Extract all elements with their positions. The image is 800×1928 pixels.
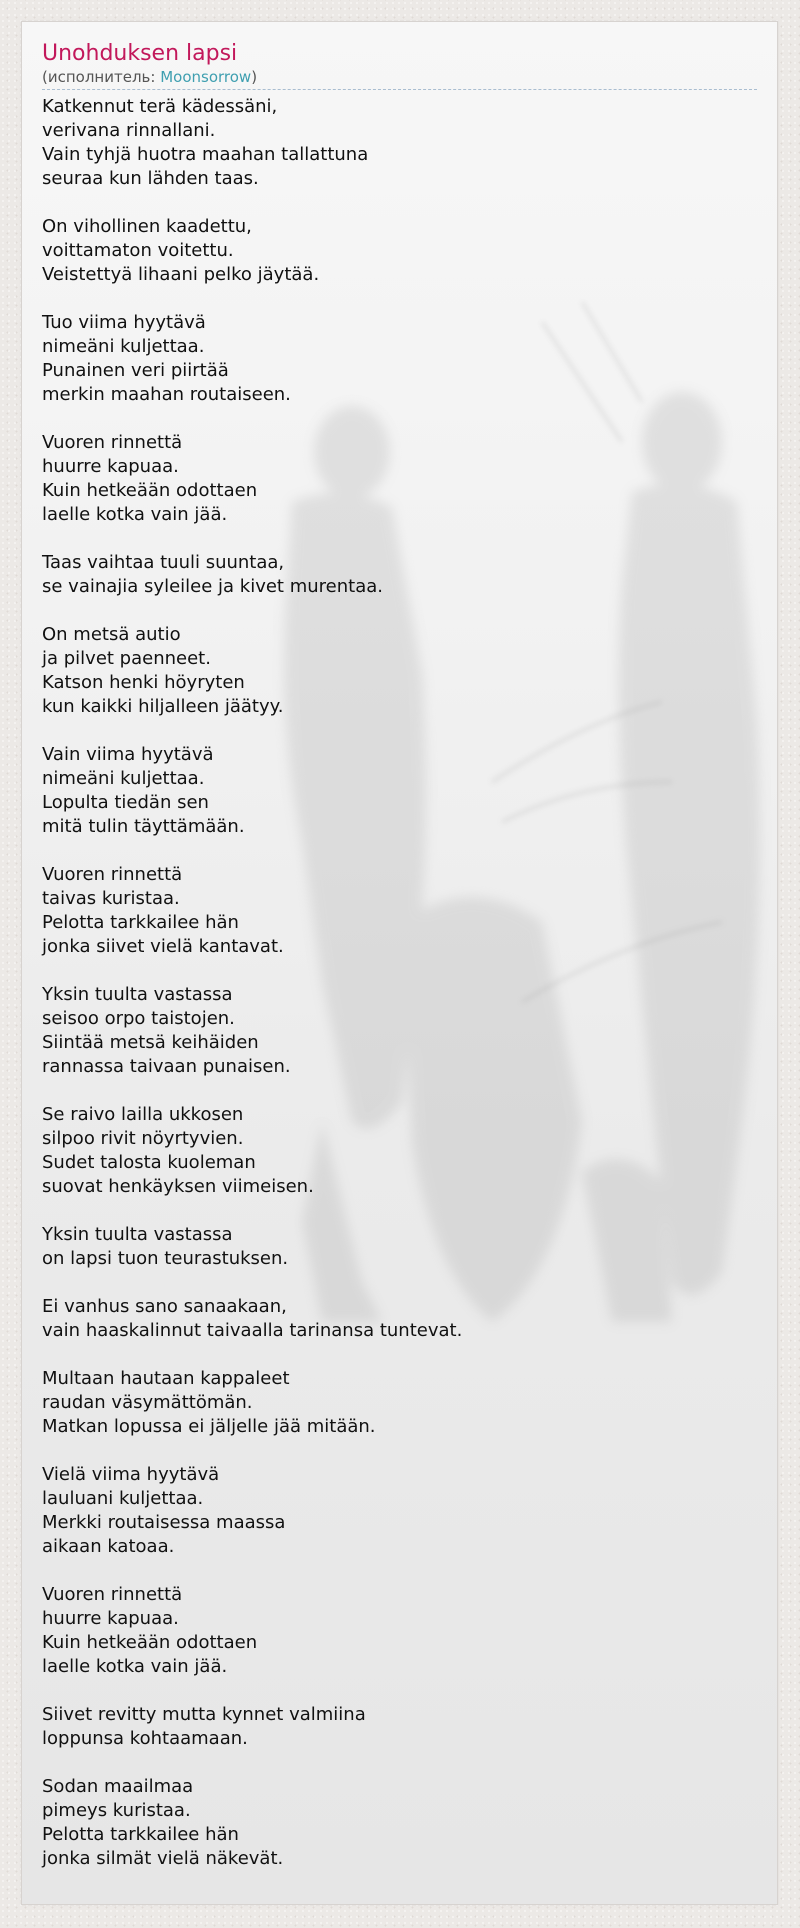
lyric-line: Yksin tuulta vastassa <box>42 984 233 1005</box>
lyric-line: seuraa kun lähden taas. <box>42 168 259 189</box>
lyric-line: silpoo rivit nöyrtyvien. <box>42 1128 244 1149</box>
lyric-line: Siintää metsä keihäiden <box>42 1032 259 1053</box>
lyric-line: Pelotta tarkkailee hän <box>42 912 239 933</box>
lyrics-card <box>21 21 778 1905</box>
content-area <box>42 40 757 1895</box>
lyric-line: Veistettyä lihaani pelko jäytää. <box>42 264 320 285</box>
lyric-line: pimeys kuristaa. <box>42 1800 191 1821</box>
lyric-line: Vuoren rinnettä <box>42 432 183 453</box>
lyric-line: suovat henkäyksen viimeisen. <box>42 1176 314 1197</box>
lyric-line: raudan väsymättömän. <box>42 1392 253 1413</box>
lyric-line: nimeäni kuljettaa. <box>42 336 205 357</box>
lyric-line: Punainen veri piirtää <box>42 360 229 381</box>
lyrics-stanza <box>42 1703 757 1751</box>
lyric-line: nimeäni kuljettaa. <box>42 768 205 789</box>
lyrics-stanza <box>42 1463 757 1559</box>
lyric-line: kun kaikki hiljalleen jäätyy. <box>42 696 284 717</box>
lyric-line: Katson henki höyryten <box>42 672 245 693</box>
lyrics-stanza <box>42 551 757 599</box>
lyric-line: mitä tulin täyttämään. <box>42 816 245 837</box>
lyrics-stanza <box>42 431 757 527</box>
lyric-line: Matkan lopussa ei jäljelle jää mitään. <box>42 1416 376 1437</box>
lyric-line: on lapsi tuon teurastuksen. <box>42 1248 289 1269</box>
lyric-line: On vihollinen kaadettu, <box>42 216 252 237</box>
lyrics-stanza <box>42 1295 757 1343</box>
lyrics-stanza <box>42 1775 757 1871</box>
lyric-line: Ei vanhus sano sanaakaan, <box>42 1296 287 1317</box>
lyric-line: se vainajia syleilee ja kivet murentaa. <box>42 576 383 597</box>
lyric-line: lauluani kuljettaa. <box>42 1488 204 1509</box>
lyric-line: Vuoren rinnettä <box>42 864 183 885</box>
lyrics-stanza <box>42 983 757 1079</box>
lyric-line: Lopulta tiedän sen <box>42 792 209 813</box>
lyric-line: Vielä viima hyytävä <box>42 1464 220 1485</box>
lyrics-body <box>42 95 757 1871</box>
lyric-line: Se raivo lailla ukkosen <box>42 1104 244 1125</box>
lyric-line: seisoo orpo taistojen. <box>42 1008 235 1029</box>
performer-line <box>42 68 757 90</box>
lyrics-stanza <box>42 863 757 959</box>
lyric-line: On metsä autio <box>42 624 181 645</box>
lyric-line: Kuin hetkeään odottaen <box>42 1632 258 1653</box>
lyric-line: Yksin tuulta vastassa <box>42 1224 233 1245</box>
lyric-line: laelle kotka vain jää. <box>42 1656 228 1677</box>
song-title: Unohduksen lapsi <box>42 41 238 66</box>
lyric-line: rannassa taivaan punaisen. <box>42 1056 291 1077</box>
lyrics-stanza <box>42 743 757 839</box>
lyrics-stanza <box>42 623 757 719</box>
lyric-line: ja pilvet paenneet. <box>42 648 211 669</box>
lyric-line: taivas kuristaa. <box>42 888 180 909</box>
lyric-line: huurre kapuaa. <box>42 456 179 477</box>
lyric-line: verivana rinnallani. <box>42 120 216 141</box>
lyric-line: laelle kotka vain jää. <box>42 504 228 525</box>
lyric-line: loppunsa kohtaamaan. <box>42 1728 248 1749</box>
lyric-line: merkin maahan routaiseen. <box>42 384 291 405</box>
lyric-line: Kuin hetkeään odottaen <box>42 480 258 501</box>
lyric-line: aikaan katoaa. <box>42 1536 175 1557</box>
lyric-line: Vuoren rinnettä <box>42 1584 183 1605</box>
performer-prefix: (исполнитель: <box>42 68 161 86</box>
lyric-line: Taas vaihtaa tuuli suuntaa, <box>42 552 285 573</box>
lyric-line: Pelotta tarkkailee hän <box>42 1824 239 1845</box>
lyric-line: Tuo viima hyytävä <box>42 312 206 333</box>
lyric-line: Siivet revitty mutta kynnet valmiina <box>42 1704 366 1725</box>
lyrics-stanza <box>42 1103 757 1199</box>
lyric-line: jonka silmät vielä näkevät. <box>42 1848 284 1869</box>
lyric-line: Katkennut terä kädessäni, <box>42 96 278 117</box>
lyric-line: Vain tyhjä huotra maahan tallattuna <box>42 144 369 165</box>
lyric-line: Merkki routaisessa maassa <box>42 1512 286 1533</box>
lyric-line: Sudet talosta kuoleman <box>42 1152 256 1173</box>
lyrics-stanza <box>42 1223 757 1271</box>
lyric-line: jonka siivet vielä kantavat. <box>42 936 284 957</box>
lyrics-stanza <box>42 95 757 191</box>
performer-link[interactable]: Moonsorrow <box>160 68 252 86</box>
lyrics-stanza <box>42 1583 757 1679</box>
lyric-line: Multaan hautaan kappaleet <box>42 1368 290 1389</box>
lyric-line: Vain viima hyytävä <box>42 744 214 765</box>
lyrics-stanza <box>42 1367 757 1439</box>
lyric-line: vain haaskalinnut taivaalla tarinansa tuntevat. <box>42 1320 463 1341</box>
lyric-line: Sodan maailmaa <box>42 1776 194 1797</box>
lyrics-stanza <box>42 215 757 287</box>
lyric-line: voittamaton voitettu. <box>42 240 234 261</box>
lyrics-stanza <box>42 311 757 407</box>
lyric-line: huurre kapuaa. <box>42 1608 179 1629</box>
performer-suffix: ) <box>251 68 258 86</box>
